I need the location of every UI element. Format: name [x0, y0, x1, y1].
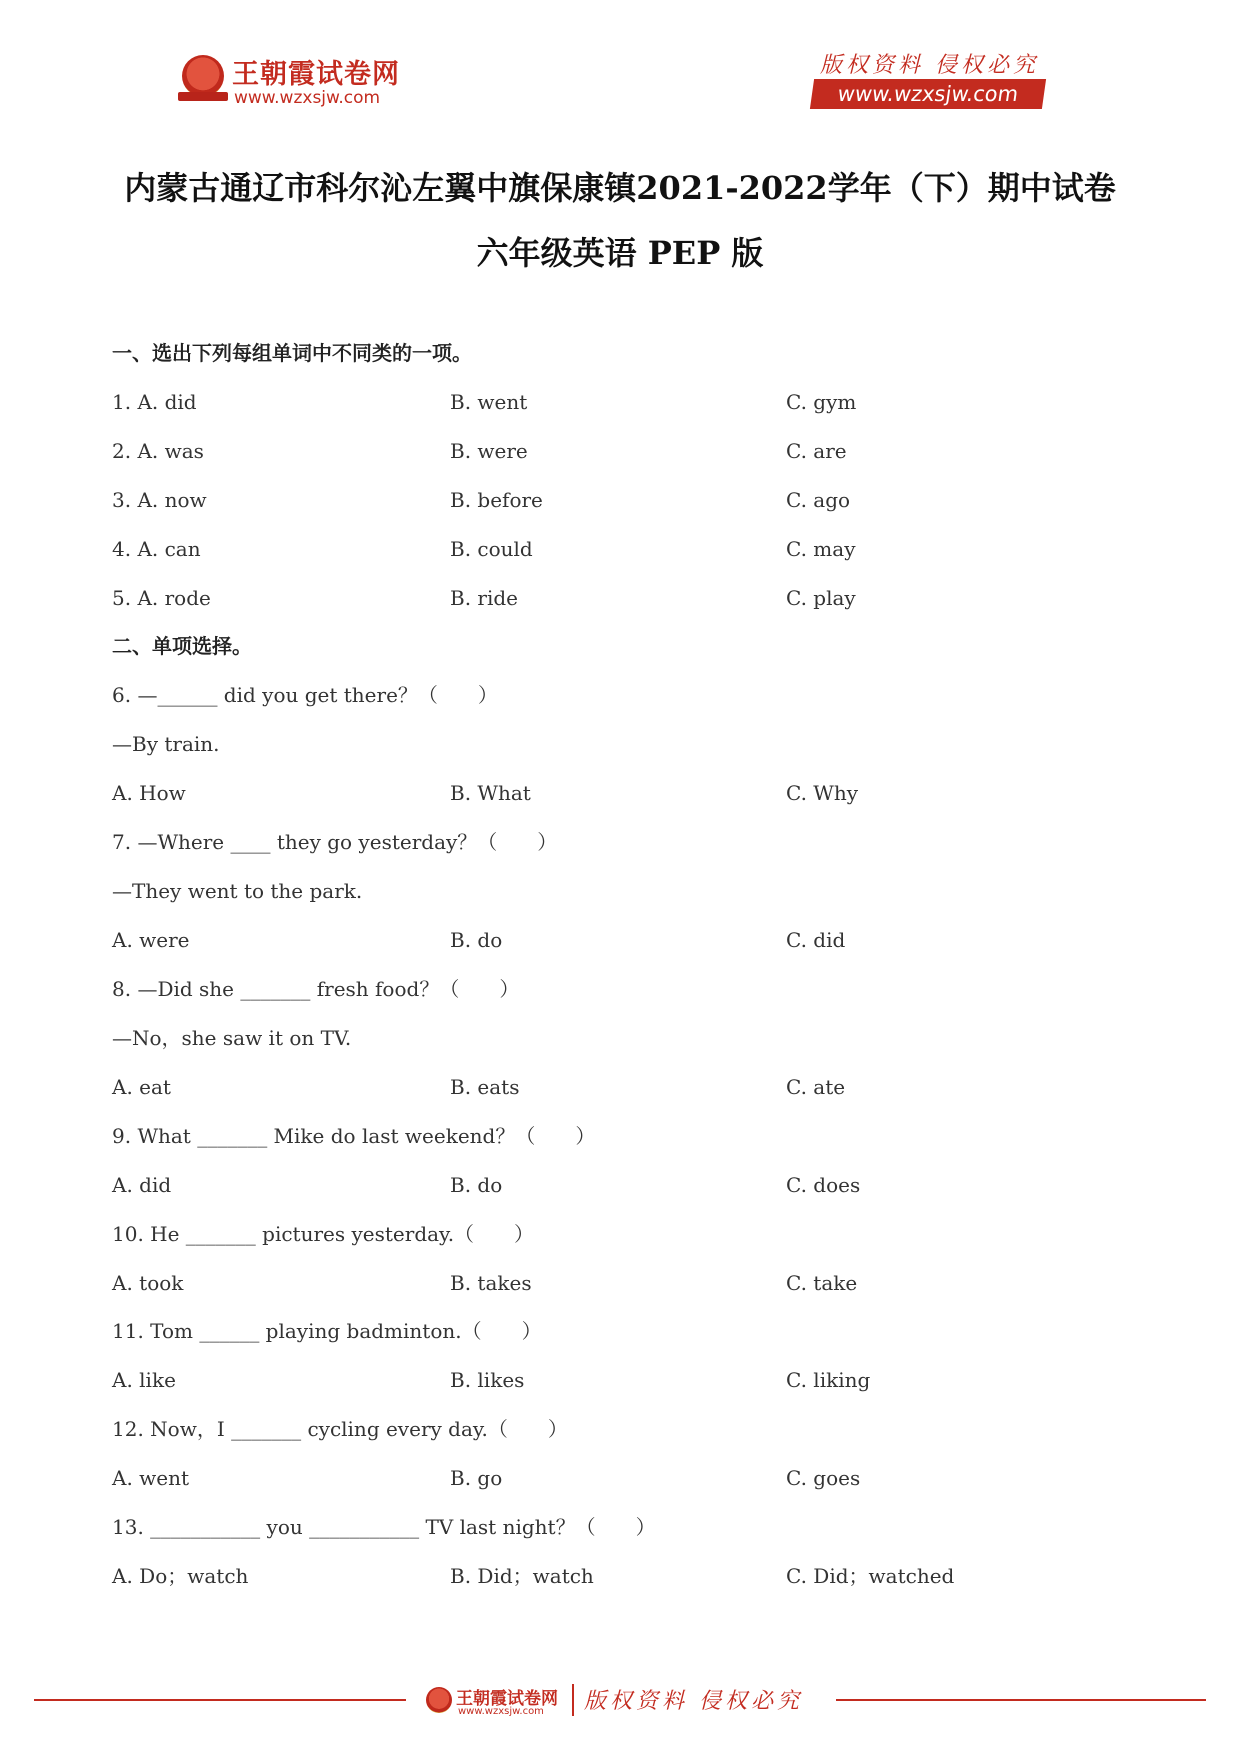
- footer-rule-right: [836, 1699, 1206, 1701]
- option-a: A. went: [112, 1466, 190, 1490]
- section-heading-2: 二、单项选择。: [112, 634, 252, 658]
- question-12: 12. Now，I _______ cycling every day.（ ）: [112, 1417, 568, 1441]
- copyright-url-banner: www.wzxsjw.com: [810, 79, 1046, 109]
- brand-name: 王朝霞试卷网: [232, 59, 400, 90]
- footer-divider: [572, 1684, 574, 1716]
- option-b: B. do: [450, 928, 503, 952]
- option-c: C. take: [786, 1271, 858, 1295]
- option-b: B. What: [450, 781, 531, 805]
- footer-brand-name: 王朝霞试卷网: [456, 1689, 558, 1709]
- option-a: 5. A. rode: [112, 586, 211, 610]
- option-c: C. liking: [786, 1368, 871, 1392]
- option-c: C. Did；watched: [786, 1564, 955, 1588]
- option-b: B. likes: [450, 1368, 525, 1392]
- dialog-answer-8: —No，she saw it on TV.: [112, 1026, 352, 1050]
- option-a: 2. A. was: [112, 439, 204, 463]
- option-b: B. could: [450, 537, 533, 561]
- option-b: B. eats: [450, 1075, 520, 1099]
- footer-logo-emblem: [426, 1687, 452, 1713]
- option-a: A. did: [112, 1173, 172, 1197]
- exam-subtitle: 六年级英语 PEP 版: [476, 234, 764, 272]
- option-b: B. before: [450, 488, 543, 512]
- option-c: C. goes: [786, 1466, 861, 1490]
- option-a: 4. A. can: [112, 537, 201, 561]
- dialog-answer-6: —By train.: [112, 732, 220, 756]
- option-c: C. ate: [786, 1075, 846, 1099]
- option-b: B. ride: [450, 586, 519, 610]
- footer-copyright: 版权资料 侵权必究: [584, 1689, 803, 1714]
- copyright-notice: 版权资料 侵权必究: [820, 53, 1039, 78]
- option-c: C. ago: [786, 488, 851, 512]
- footer-rule-left: [34, 1699, 406, 1701]
- exam-title: 内蒙古通辽市科尔沁左翼中旗保康镇2021-2022学年（下）期中试卷: [124, 169, 1116, 207]
- option-b: B. Did；watch: [450, 1564, 594, 1588]
- brand-url: www.wzxsjw.com: [234, 88, 381, 108]
- option-a: A. took: [112, 1271, 184, 1295]
- question-11: 11. Tom ______ playing badminton.（ ）: [112, 1319, 542, 1343]
- question-10: 10. He _______ pictures yesterday.（ ）: [112, 1222, 535, 1246]
- question-6: 6. —______ did you get there？（ ）: [112, 683, 498, 707]
- question-7: 7. —Where ____ they go yesterday？（ ）: [112, 830, 558, 854]
- option-a: A. Do；watch: [112, 1564, 249, 1588]
- option-a: 1. A. did: [112, 390, 197, 414]
- option-b: B. do: [450, 1173, 503, 1197]
- option-c: C. may: [786, 537, 856, 561]
- option-c: C. are: [786, 439, 847, 463]
- question-13: 13. ___________ you ___________ TV last night？（ ）: [112, 1515, 656, 1539]
- option-a: A. like: [112, 1368, 176, 1392]
- option-a: 3. A. now: [112, 488, 207, 512]
- section-heading-1: 一、选出下列每组单词中不同类的一项。: [112, 341, 472, 365]
- option-b: B. go: [450, 1466, 503, 1490]
- option-c: C. did: [786, 928, 846, 952]
- brand-logo-emblem: [182, 55, 224, 97]
- option-b: B. went: [450, 390, 528, 414]
- footer-brand-url: www.wzxsjw.com: [458, 1706, 544, 1717]
- option-a: A. eat: [112, 1075, 171, 1099]
- option-c: C. Why: [786, 781, 859, 805]
- option-b: B. were: [450, 439, 528, 463]
- option-a: A. How: [112, 781, 186, 805]
- option-c: C. play: [786, 586, 856, 610]
- option-c: C. gym: [786, 390, 857, 414]
- option-a: A. were: [112, 928, 190, 952]
- question-9: 9. What _______ Mike do last weekend？（ ）: [112, 1124, 596, 1148]
- option-b: B. takes: [450, 1271, 532, 1295]
- option-c: C. does: [786, 1173, 861, 1197]
- dialog-answer-7: —They went to the park.: [112, 879, 363, 903]
- question-8: 8. —Did she _______ fresh food？（ ）: [112, 977, 520, 1001]
